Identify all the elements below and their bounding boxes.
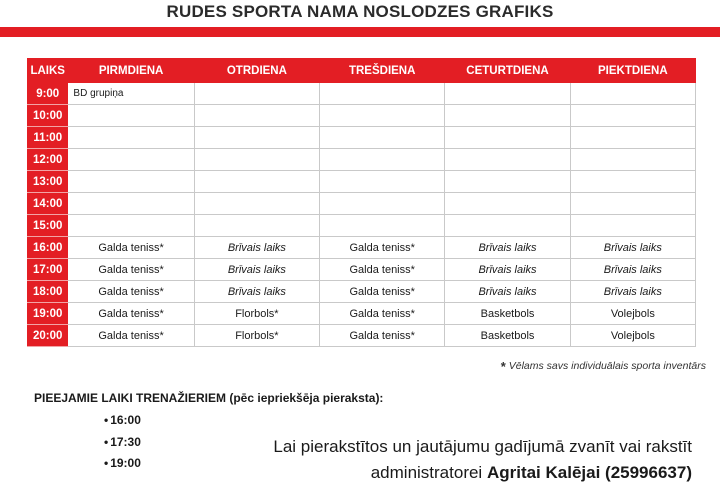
gym-times-heading: PIEEJAMIE LAIKI TRENAŽIERIEM (pēc iepriekšēja pieraksta): (34, 391, 384, 405)
schedule-cell (320, 105, 445, 127)
schedule-cell: Brīvais laiks (445, 259, 570, 281)
schedule-cell (445, 193, 570, 215)
schedule-cell: Brīvais laiks (445, 281, 570, 303)
schedule-cell (68, 215, 194, 237)
time-cell: 11:00 (28, 127, 68, 149)
header-day: TREŠDIENA (320, 59, 445, 83)
schedule-cell: Galda teniss* (320, 237, 445, 259)
schedule-cell: Galda teniss* (320, 281, 445, 303)
schedule-cell (445, 215, 570, 237)
schedule-cell (194, 171, 319, 193)
gym-times-list (104, 410, 141, 475)
schedule-row (28, 303, 696, 325)
schedule-cell: Basketbols (445, 303, 570, 325)
contact-line-1: Lai pierakstītos un jautājumu gadījumā zvanīt vai rakstīt (273, 437, 692, 456)
schedule-cell (570, 105, 695, 127)
schedule-row (28, 281, 696, 303)
schedule-cell (320, 171, 445, 193)
schedule-cell (570, 193, 695, 215)
schedule-cell: Brīvais laiks (570, 281, 695, 303)
title-divider (0, 27, 720, 37)
gym-time-item: • 19:00 (104, 453, 141, 475)
header-day: CETURTDIENA (445, 59, 570, 83)
schedule-cell: Basketbols (445, 325, 570, 347)
time-cell: 12:00 (28, 149, 68, 171)
inventory-note (501, 359, 706, 374)
schedule-cell (320, 127, 445, 149)
schedule-cell (445, 83, 570, 105)
schedule-cell: Florbols* (194, 303, 319, 325)
time-cell: 15:00 (28, 215, 68, 237)
schedule-row (28, 83, 696, 105)
schedule-cell: Galda teniss* (68, 281, 194, 303)
time-cell: 13:00 (28, 171, 68, 193)
schedule-row (28, 149, 696, 171)
header-day: PIRMDIENA (68, 59, 194, 83)
schedule-cell (194, 105, 319, 127)
schedule-cell (194, 193, 319, 215)
schedule-cell (68, 171, 194, 193)
schedule-row (28, 105, 696, 127)
time-cell: 16:00 (28, 237, 68, 259)
header-day: PIEKTDIENA (570, 59, 695, 83)
schedule-cell: Galda teniss* (68, 259, 194, 281)
schedule-row (28, 259, 696, 281)
schedule-cell (445, 105, 570, 127)
schedule-cell: Brīvais laiks (194, 281, 319, 303)
schedule-row (28, 215, 696, 237)
time-cell: 14:00 (28, 193, 68, 215)
schedule-row (28, 237, 696, 259)
schedule-row (28, 171, 696, 193)
time-cell: 18:00 (28, 281, 68, 303)
schedule-cell (320, 193, 445, 215)
schedule-cell (194, 127, 319, 149)
schedule-cell: Galda teniss* (320, 303, 445, 325)
schedule-cell (570, 215, 695, 237)
note-text: Vēlams savs individuālais sporta inventārs (508, 360, 706, 372)
time-cell: 9:00 (28, 83, 68, 105)
schedule-cell (320, 215, 445, 237)
contact-prefix: administratorei (370, 463, 487, 482)
schedule-header-row (28, 59, 696, 83)
schedule-cell (68, 105, 194, 127)
schedule-cell: Brīvais laiks (445, 237, 570, 259)
schedule-cell: BD grupiņa (68, 83, 194, 105)
header-day: OTRDIENA (194, 59, 319, 83)
schedule-cell: Brīvais laiks (194, 237, 319, 259)
note-asterisk: * (500, 359, 506, 374)
schedule-cell: Galda teniss* (320, 325, 445, 347)
schedule-cell: Brīvais laiks (570, 237, 695, 259)
schedule-row (28, 193, 696, 215)
contact-info (273, 434, 692, 486)
schedule-cell: Brīvais laiks (194, 259, 319, 281)
schedule-cell (570, 127, 695, 149)
schedule-cell: Volejbols (570, 303, 695, 325)
time-cell: 19:00 (28, 303, 68, 325)
schedule-cell (320, 83, 445, 105)
time-cell: 10:00 (28, 105, 68, 127)
schedule-cell (445, 171, 570, 193)
schedule-cell (445, 127, 570, 149)
schedule-cell: Florbols* (194, 325, 319, 347)
schedule-cell (68, 193, 194, 215)
page-title: RUDES SPORTA NAMA NOSLODZES GRAFIKS (166, 2, 554, 21)
schedule-cell (570, 149, 695, 171)
schedule-cell: Galda teniss* (68, 303, 194, 325)
schedule-cell (68, 127, 194, 149)
time-cell: 20:00 (28, 325, 68, 347)
schedule-row (28, 127, 696, 149)
schedule-cell (570, 171, 695, 193)
schedule-cell (68, 149, 194, 171)
schedule-cell (445, 149, 570, 171)
schedule-cell: Volejbols (570, 325, 695, 347)
schedule-row (28, 325, 696, 347)
schedule-cell (194, 215, 319, 237)
header-time: LAIKS (28, 59, 68, 83)
time-cell: 17:00 (28, 259, 68, 281)
schedule-cell (320, 149, 445, 171)
schedule-cell (194, 149, 319, 171)
gym-time-item: • 17:30 (104, 432, 141, 454)
schedule-cell: Brīvais laiks (570, 259, 695, 281)
schedule-cell: Galda teniss* (320, 259, 445, 281)
schedule-cell (570, 83, 695, 105)
schedule-cell: Galda teniss* (68, 237, 194, 259)
gym-time-item: • 16:00 (104, 410, 141, 432)
schedule-table (27, 58, 696, 347)
schedule-cell: Galda teniss* (68, 325, 194, 347)
schedule-cell (194, 83, 319, 105)
contact-line-2 (273, 460, 692, 486)
contact-person-phone: Agritai Kalējai (25996637) (486, 463, 692, 482)
